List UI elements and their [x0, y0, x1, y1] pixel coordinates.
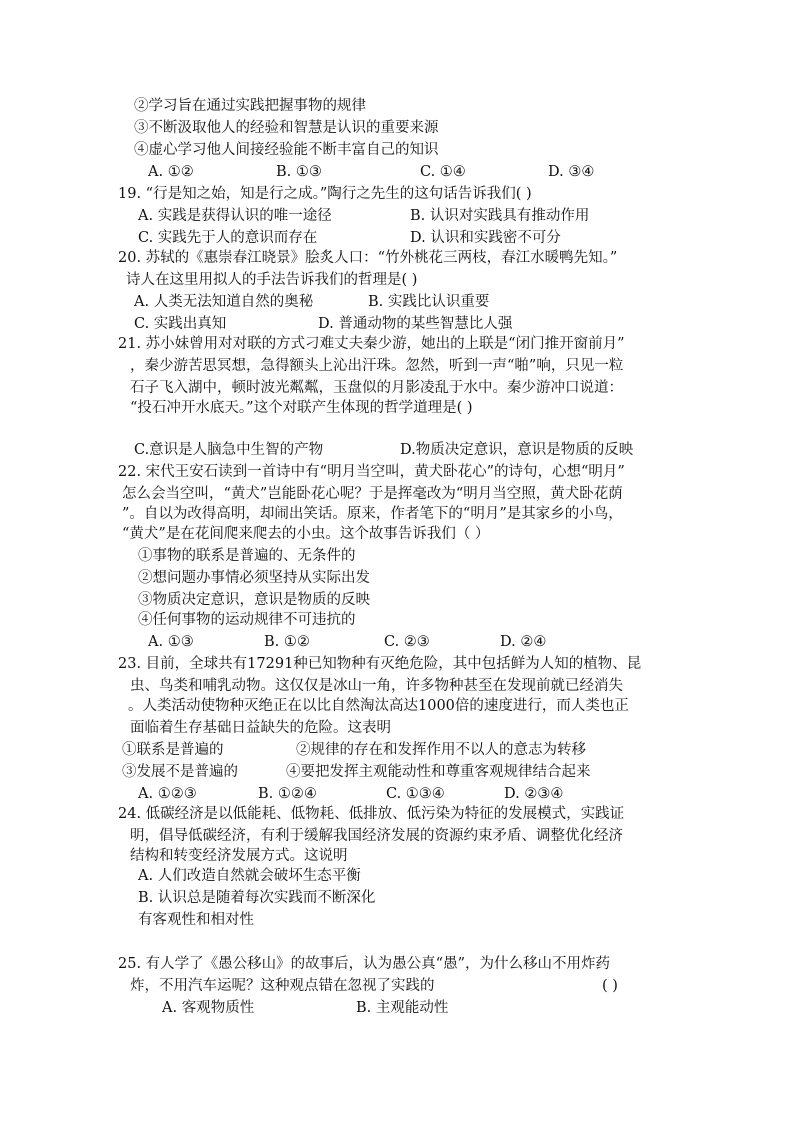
- q21-option-d: D.物质决定意识，意识是物质的反映: [400, 442, 634, 458]
- q23-option-a: A. ①②③: [138, 786, 197, 802]
- q18-option-b: B. ①③: [276, 164, 322, 180]
- q22-option-b: B. ①②: [264, 634, 310, 650]
- q18-statement-4: ④虚心学习他人间接经验能不断丰富自己的知识: [134, 142, 439, 158]
- q24-fragment: 有客观性和相对性: [138, 912, 254, 928]
- q23-line-2: 虫、鸟类和哺乳动物。这仅仅是冰山一角，许多物种甚至在发现前就已经消失: [130, 678, 623, 694]
- q20-option-d: D. 普通动物的某些智慧比人强: [318, 316, 513, 332]
- q23-line-4: 面临着生存基础日益缺失的危险。这表明: [130, 720, 391, 736]
- q21-line-2: ，秦少游苦思冥想，急得额头上沁出汗珠。忽然，听到一声“啪”响，只见一粒: [130, 358, 624, 374]
- q24-option-b: B. 认识总是随着每次实践而不断深化: [138, 890, 376, 906]
- q19-option-d: D. 认识和实践密不可分: [410, 230, 561, 246]
- q21-line-1: 21. 苏小妹曾用对对联的方式刁难丈夫秦少游，她出的上联是“闭门推开窗前月”: [118, 336, 625, 352]
- q22-line-2: 怎么会当空叫，“黄犬”岂能卧花心呢？于是挥毫改为“明月当空照，黄犬卧花荫: [122, 486, 623, 502]
- q22-statement-2: ②想问题办事情必须坚持从实际出发: [138, 570, 370, 586]
- q22-statement-4: ④任何事物的运动规律不可违抗的: [138, 612, 356, 628]
- q20-stem-line-1: 20. 苏轼的《惠崇春江晓景》脍炙人口：“竹外桃花三两枝，春江水暖鸭先知。”: [118, 250, 618, 266]
- q20-option-c: C. 实践出真知: [134, 316, 227, 332]
- q20-option-b: B. 实践比认识重要: [368, 294, 490, 310]
- q19-option-a: A. 实践是获得认识的唯一途径: [138, 208, 332, 224]
- q20-option-a: A. 人类无法知道自然的奥秘: [134, 294, 314, 310]
- q24-option-a: A. 人们改造自然就会破坏生态平衡: [138, 868, 361, 884]
- q19-option-b: B. 认识对实践具有推动作用: [410, 208, 590, 224]
- q22-statement-3: ③物质决定意识，意识是物质的反映: [138, 592, 370, 608]
- q18-option-a: A. ①②: [148, 164, 194, 180]
- q20-stem-line-2: 诗人在这里用拟人的手法告诉我们的哲理是( ): [126, 272, 418, 288]
- q18-option-d: D. ③④: [548, 164, 595, 180]
- q23-line-3: 。人类活动使物种灭绝正在以比自然淘汰高达1000倍的速度进行，而人类也正: [128, 698, 629, 714]
- q24-line-2: 明，倡导低碳经济，有利于缓解我国经济发展的资源约束矛盾、调整优化经济: [130, 828, 623, 844]
- q22-option-c: C. ②③: [384, 634, 430, 650]
- q18-statement-2: ②学习旨在通过实践把握事物的规律: [134, 98, 366, 114]
- q23-statement-1: ①联系是普遍的: [122, 742, 224, 758]
- q18-statement-3: ③不断汲取他人的经验和智慧是认识的重要来源: [134, 120, 439, 136]
- q22-option-d: D. ②④: [500, 634, 547, 650]
- q19-option-c: C. 实践先于人的意识而存在: [138, 230, 318, 246]
- q23-statement-3: ③发展不是普遍的: [122, 764, 238, 780]
- q18-option-c: C. ①④: [420, 164, 466, 180]
- q24-line-3: 结构和转变经济发展方式。这说明: [130, 848, 348, 864]
- q25-line-2: 炸，不用汽车运呢？这种观点错在忽视了实践的: [130, 978, 435, 994]
- q22-line-4: “黄犬”是在花间爬来爬去的小虫。这个故事告诉我们（ ）: [122, 526, 490, 542]
- q19-stem: 19. “行是知之始，知是行之成。”陶行之先生的这句话告诉我们( ): [118, 186, 532, 202]
- q22-line-1: 22. 宋代王安石读到一首诗中有“明月当空叫，黄犬卧花心”的诗句，心想“明月”: [118, 464, 625, 480]
- q23-statement-2: ②规律的存在和发挥作用不以人的意志为转移: [296, 742, 586, 758]
- q21-option-c: C.意识是人脑急中生智的产物: [134, 442, 324, 458]
- q23-option-d: D. ②③④: [504, 786, 564, 802]
- q22-line-3: ”。自以为改得高明，却闹出笑话。原来，作者笔下的“明月”是其家乡的小鸟，: [122, 506, 623, 522]
- q22-option-a: A. ①③: [148, 634, 194, 650]
- q24-line-1: 24. 低碳经济是以低能耗、低物耗、低排放、低污染为特征的发展模式，实践证: [118, 806, 625, 822]
- q23-statement-4: ④要把发挥主观能动性和尊重客观规律结合起来: [286, 764, 591, 780]
- q23-option-c: C. ①③④: [386, 786, 445, 802]
- q23-option-b: B. ①②④: [258, 786, 317, 802]
- q25-line-1: 25. 有人学了《愚公移山》的故事后，认为愚公真“愚”，为什么移山不用炸药: [118, 956, 610, 972]
- q23-line-1: 23. 目前，全球共有17291种已知物种有灭绝危险，其中包括鲜为人知的植物、昆: [118, 656, 642, 672]
- q25-option-b: B. 主观能动性: [356, 1000, 449, 1016]
- q21-line-3: 石子飞入湖中，顿时波光粼粼，玉盘似的月影凌乱于水中。秦少游冲口说道：: [130, 380, 623, 396]
- q25-answer-paren: ( ): [602, 978, 618, 994]
- q25-option-a: A. 客观物质性: [162, 1000, 255, 1016]
- q22-statement-1: ①事物的联系是普遍的、无条件的: [138, 548, 356, 564]
- q21-line-4: “投石冲开水底天。”这个对联产生体现的哲学道理是( ): [130, 400, 473, 416]
